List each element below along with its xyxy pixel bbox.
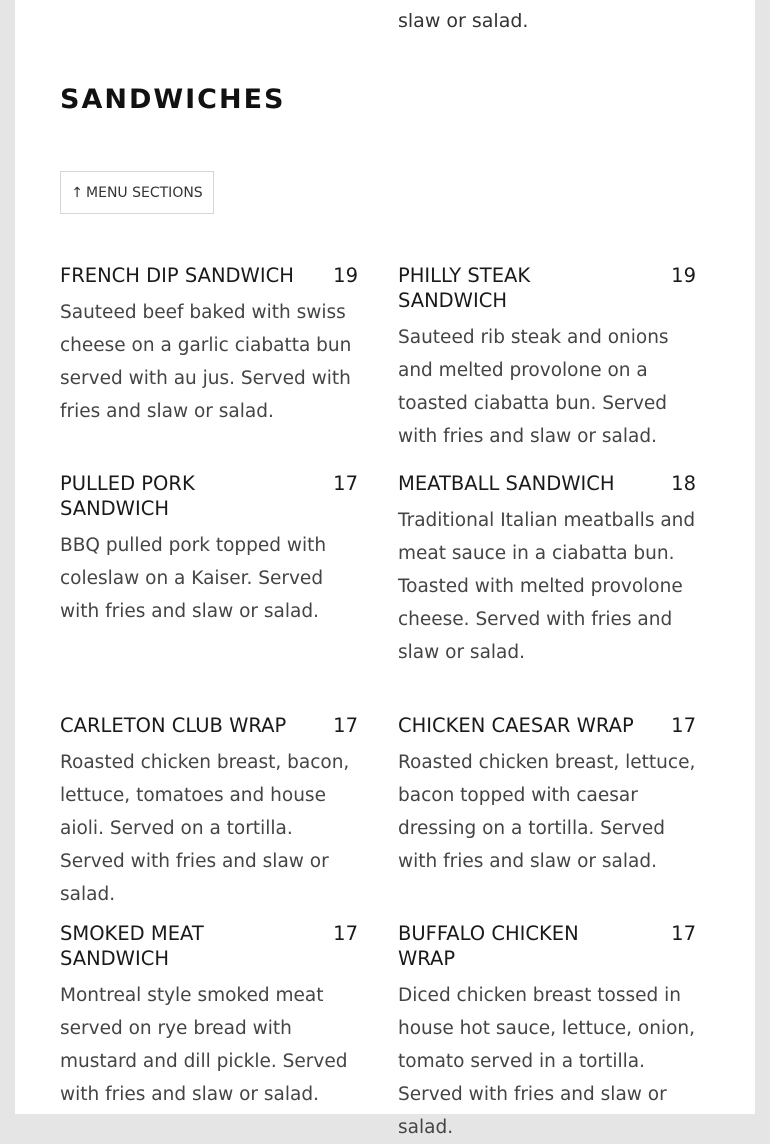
item-price: 18 xyxy=(671,472,696,495)
previous-item-description-tail: slaw or salad. xyxy=(398,10,529,32)
menu-item-philly-steak xyxy=(398,263,696,453)
up-arrow-icon: ↑ xyxy=(71,184,84,201)
item-price: 17 xyxy=(671,714,696,737)
item-name: CHICKEN CAESAR WRAP xyxy=(398,714,634,737)
item-price: 19 xyxy=(333,264,358,287)
menu-item-meatball xyxy=(398,471,696,669)
section-title: SANDWICHES xyxy=(60,84,286,115)
item-description: Sauteed beef baked with swiss cheese on a garlic ciabatta bun served with au jus. Served with fries and slaw or salad. xyxy=(60,302,352,422)
item-price: 17 xyxy=(333,714,358,737)
item-name: BUFFALO CHICKEN WRAP xyxy=(398,922,579,970)
item-description: Montreal style smoked meat served on rye bread with mustard and dill pickle. Served with fries and slaw or salad. xyxy=(60,985,348,1105)
menu-item-carleton-club xyxy=(60,713,358,911)
item-price: 17 xyxy=(333,922,358,945)
menu-item-smoked-meat xyxy=(60,921,358,1111)
menu-item-buffalo-chicken xyxy=(398,921,696,1144)
item-description: Diced chicken breast tossed in house hot sauce, lettuce, onion, tomato served in a tortilla. Served with fries and slaw or salad. xyxy=(398,985,696,1138)
item-name: PHILLY STEAK SANDWICH xyxy=(398,264,531,312)
menu-sections-button[interactable] xyxy=(60,171,214,214)
item-price: 19 xyxy=(671,264,696,287)
item-name: PULLED PORK SANDWICH xyxy=(60,472,195,520)
item-description: Roasted chicken breast, lettuce, bacon topped with caesar dressing on a tortilla. Served with fries and slaw or salad. xyxy=(398,752,696,872)
item-price: 17 xyxy=(333,472,358,495)
item-description: Sauteed rib steak and onions and melted provolone on a toasted ciabatta bun. Served with fries and slaw or salad. xyxy=(398,327,669,447)
item-price: 17 xyxy=(671,922,696,945)
menu-item-chicken-caesar xyxy=(398,713,696,878)
menu-page xyxy=(15,0,755,1138)
item-description: Traditional Italian meatballs and meat sauce in a ciabatta bun. Toasted with melted provolone cheese. Served with fries and slaw or salad. xyxy=(398,510,696,663)
item-description: Roasted chicken breast, bacon, lettuce, tomatoes and house aioli. Served on a tortilla. Served with fries and slaw or salad. xyxy=(60,752,350,905)
menu-item-pulled-pork xyxy=(60,471,358,628)
menu-item-french-dip xyxy=(60,263,358,428)
item-name: CARLETON CLUB WRAP xyxy=(60,714,287,737)
item-name: SMOKED MEAT SANDWICH xyxy=(60,922,204,970)
item-name: MEATBALL SANDWICH xyxy=(398,472,615,495)
item-description: BBQ pulled pork topped with coleslaw on a Kaiser. Served with fries and slaw or salad. xyxy=(60,535,327,622)
menu-sections-label: MENU SECTIONS xyxy=(86,184,203,201)
item-name: FRENCH DIP SANDWICH xyxy=(60,264,294,287)
